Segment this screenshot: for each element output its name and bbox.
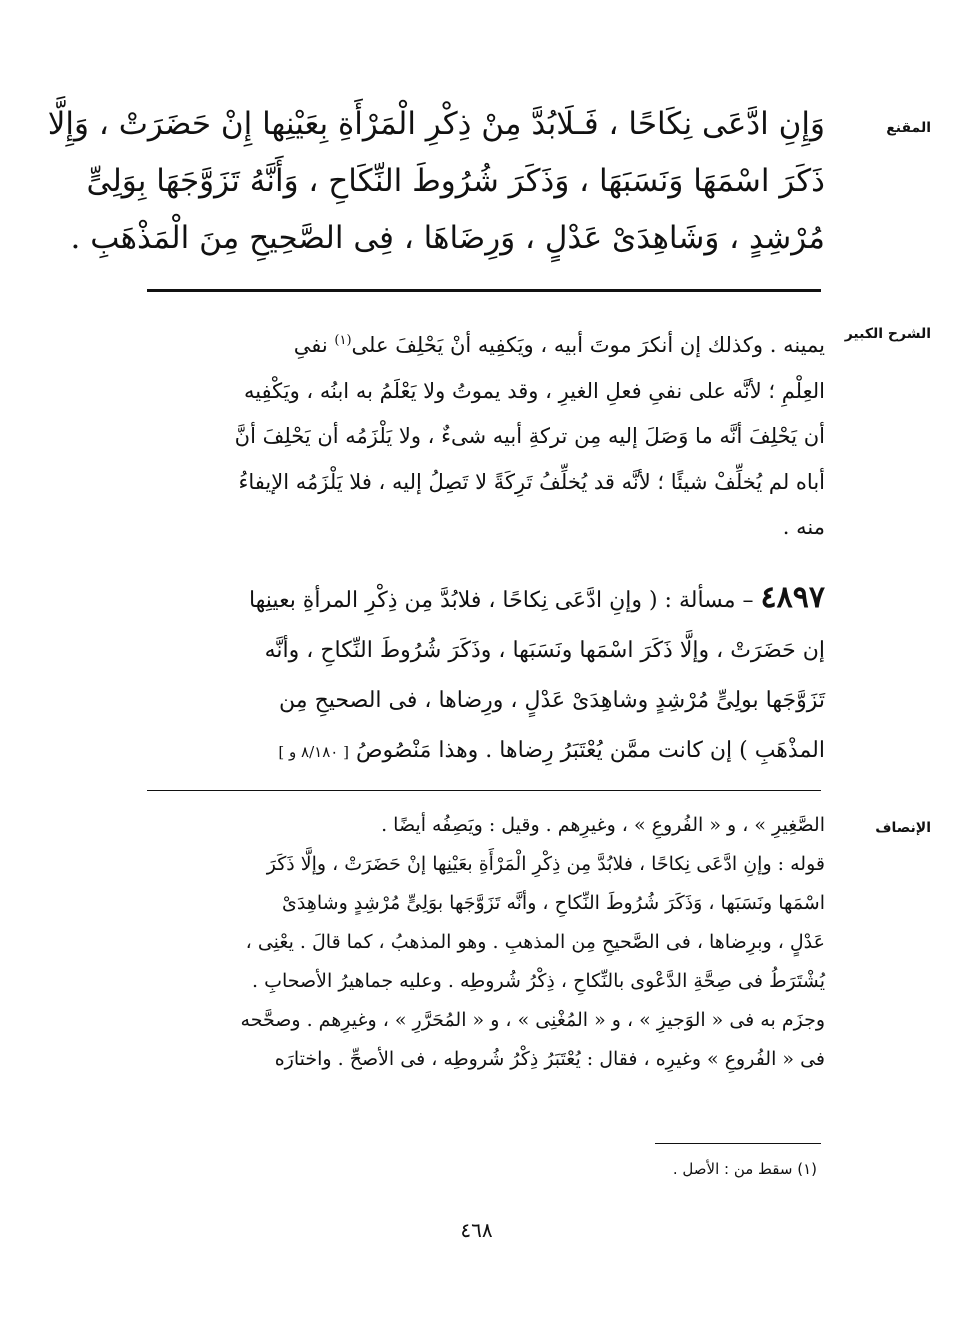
masala-line-text: المذْهَبِ ) إن كانت ممَّن يُعْتَبَرُ رِضاها . وهذا مَنْصُوصُ <box>355 738 825 763</box>
sharh-line: أباه لم يُخلِّفْ شيئًا ؛ لأنَّه قد يُخلِّفُ تَرِكَةً لا تَصِلُ إليه ، فلا يَلْزَمُه الإيفاءُ <box>238 469 825 494</box>
insaf-line: فى « الفُروعِ » وغيرِه ، فقال : يُعْتَبَرُ ذِكْرُ شُروطِه ، فى الأصحِّ . واختارَه <box>274 1048 825 1070</box>
masala-number: ٤٨٩٧ <box>760 580 825 615</box>
label-insaf: الإنصاف <box>875 820 931 836</box>
footnote-marker: (١) <box>334 333 352 348</box>
sharh-line-start: يمينه . وكذلك إن أنكرَ موتَ أبيه ، ويَكفِيه أنْ يَحْلِفَ على <box>351 333 825 357</box>
muqni-line: مُرْشِدٍ ، وَشَاهِدَىْ عَدْلٍ ، وَرِضَاهَا ، فِى الصَّحِيحِ مِنَ الْمَذْهَبِ . <box>70 220 825 256</box>
section-divider <box>147 790 821 791</box>
masala-text <box>140 573 825 777</box>
masala-line <box>140 573 825 626</box>
footnote-divider <box>655 1143 821 1144</box>
masala-line: إن حَضَرَتْ ، وإلَّا ذَكَرَ اسْمَها ونَسَبَها ، وذَكَرَ شُرُوطَ النِّكاحِ ، وأنَّه <box>264 638 825 663</box>
label-muqni: المقنع <box>886 120 931 136</box>
sharh-line-end: نفىِ <box>293 333 335 357</box>
insaf-line: الصَّغِيرِ » ، و « الفُروعِ » ، وغيرِهم . وقيل : ويَصِفُه أيضًا . <box>381 814 825 836</box>
insaf-line: اسْمَها ونَسَبَها ، وَذَكَرَ شُرُوطَ النِّكاحِ ، وأنَّه تَزَوَّجَها بوَلِىٍّ مُرْشِدٍ وشاهِدَىْ <box>282 892 825 914</box>
footnote: (١) سقط من : الأصل . <box>672 1160 817 1178</box>
section-divider <box>147 289 821 292</box>
sharh-line: منه . <box>782 515 825 539</box>
sharh-text <box>140 318 825 551</box>
insaf-line: وجزَم به فى « الوَجيزِ » ، و « المُغْنِى » ، و « المُحَرَّرِ » ، وغيرِهم . وصحَّحه <box>240 1009 825 1031</box>
label-sharh: الشرح الكبير <box>844 326 931 342</box>
insaf-text <box>140 806 825 1079</box>
insaf-line: يُشْتَرَطُ فى صِحَّةِ الدَّعْوى بالنِّكاحِ ، ذِكْرُ شُروطِه . وعليه جماهيرُ الأصحابِ . <box>252 970 825 992</box>
masala-line: تَزَوَّجَها بولِىٍّ مُرْشِدٍ وشاهِدَىْ عَدْلٍ ، ورِضاها ، فى الصحيحِ مِن <box>279 688 825 713</box>
masala-line <box>140 726 825 777</box>
manuscript-reference: [ ٨/١٨٠ و ] <box>278 743 349 761</box>
masala-heading: – مسألة : ( وإنِ ادَّعَى نِكاحًا ، فلابُدَّ مِن ذِكْرِ المرأةِ بعينِها <box>248 588 761 613</box>
muqni-line: ذَكَرَ اسْمَهَا وَنَسَبَهَا ، وَذَكَرَ شُرُوطَ النِّكَاحِ ، وَأَنَّهُ تَزَوَّجَهَا بِوَلِىٍّ <box>86 163 825 199</box>
insaf-line: عَدْلٍ ، وبرِضاها ، فى الصَّحيحِ مِن المذهبِ . وهو المذهبُ ، كما قالَ . يعْنِى ، <box>245 931 825 953</box>
page-number: ٤٦٨ <box>460 1218 493 1242</box>
sharh-line: أن يَحْلِفَ أنَّه ما وَصَلَ إليه مِن تركةِ أبيه شىءٌ ، ولا يَلْزَمُه أن يَحْلِفَ أنَّ <box>234 424 825 448</box>
sharh-line: العِلْمِ ؛ لأنَّه على نفىِ فعلِ الغيرِ ، وقد يموتُ ولا يَعْلَمُ به ابنُه ، ويَكْفِيه <box>243 378 825 403</box>
muqni-line: وَإِنِ ادَّعَى نِكَاحًا ، فَـلَابُدَّ مِنْ ذِكْرِ الْمَرْأَةِ بِعَيْنِها إِنْ حَضَرَتْ ، وَإِلَّا <box>47 106 825 142</box>
sharh-line <box>140 318 825 369</box>
muqni-text <box>47 96 825 267</box>
insaf-line: قوله : وإنِ ادَّعَى نِكاحًا ، فلابُدَّ مِن ذِكْرِ الْمَرْأَةِ بعَيْنِها إنْ حَضَرَتْ ، وإلَّا ذَكَرَ <box>266 853 825 875</box>
